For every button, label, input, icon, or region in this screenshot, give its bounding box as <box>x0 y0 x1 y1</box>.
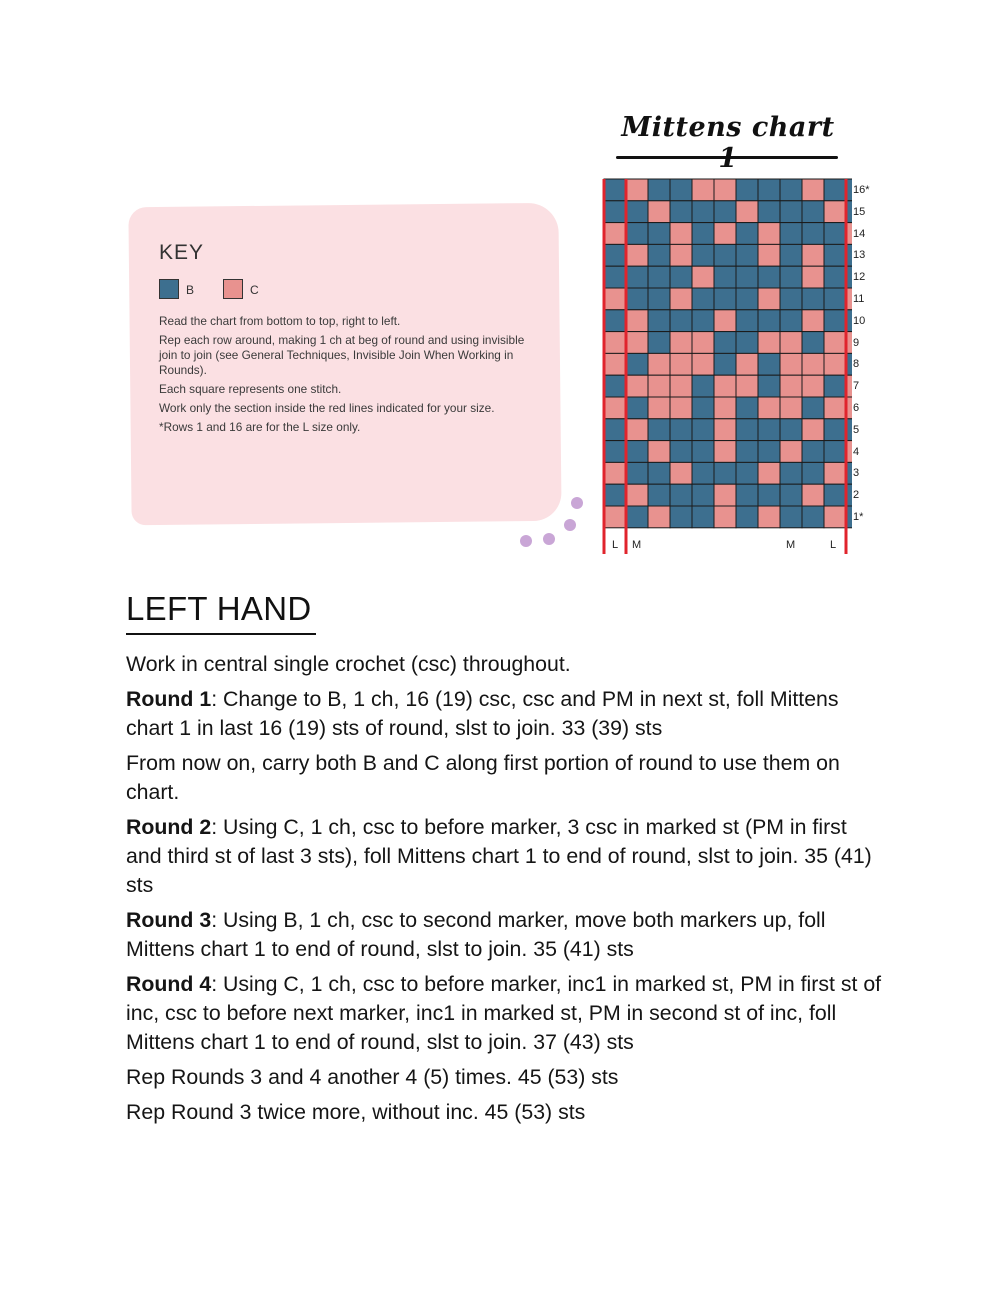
chart-cell <box>670 484 692 506</box>
chart-cell <box>802 288 824 310</box>
chart-cell <box>692 223 714 245</box>
col-label-l-right: L <box>830 539 837 551</box>
chart-cell <box>758 179 780 201</box>
chart-cell <box>604 179 626 201</box>
chart-cell <box>648 506 670 528</box>
chart-cell <box>758 353 780 375</box>
chart-cell <box>714 353 736 375</box>
chart-cell <box>604 353 626 375</box>
chart-cell <box>824 332 846 354</box>
chart-cell <box>824 441 846 463</box>
chart-cell <box>758 397 780 419</box>
chart-cell <box>626 397 648 419</box>
chart-cell <box>780 462 802 484</box>
row-number: 4 <box>853 445 860 458</box>
chart-cell <box>626 353 648 375</box>
chart-cell <box>780 332 802 354</box>
chart-cell <box>714 266 736 288</box>
chart-cell <box>780 244 802 266</box>
decorative-dot <box>564 519 576 531</box>
chart-cell <box>780 223 802 245</box>
chart-cell <box>670 506 692 528</box>
chart-cell <box>824 310 846 332</box>
chart-cell <box>648 288 670 310</box>
chart-cell <box>626 201 648 223</box>
row-number: 13 <box>853 249 866 262</box>
round-4 <box>126 970 886 1057</box>
swatch-b <box>159 279 179 299</box>
chart-title-underline <box>616 156 838 159</box>
chart-cell <box>670 288 692 310</box>
chart-cell <box>802 441 824 463</box>
chart-cell <box>714 441 736 463</box>
chart-cell <box>802 332 824 354</box>
row-number: 8 <box>853 358 860 371</box>
chart-cell <box>736 201 758 223</box>
chart-cell <box>736 310 758 332</box>
chart-cell <box>824 484 846 506</box>
chart-cell <box>780 397 802 419</box>
chart-cell <box>626 506 648 528</box>
chart-cell <box>626 244 648 266</box>
chart-cell <box>736 462 758 484</box>
chart-cell <box>714 375 736 397</box>
section-title: LEFT HAND <box>126 590 312 627</box>
chart-cell <box>670 332 692 354</box>
chart-grid <box>600 176 852 554</box>
chart-cell <box>758 288 780 310</box>
chart-cell <box>648 353 670 375</box>
chart-cell <box>714 484 736 506</box>
chart-cell <box>736 375 758 397</box>
chart-cell <box>648 310 670 332</box>
chart-cell <box>736 288 758 310</box>
chart-cell <box>604 462 626 484</box>
chart-cell <box>670 375 692 397</box>
chart-cell <box>780 266 802 288</box>
chart-cell <box>758 419 780 441</box>
chart-cell <box>824 201 846 223</box>
swatch-b-label: B <box>186 283 195 297</box>
chart-cell <box>692 441 714 463</box>
chart-cell <box>626 179 648 201</box>
chart-cell <box>692 353 714 375</box>
chart-cell <box>714 397 736 419</box>
chart-cell <box>692 397 714 419</box>
chart-cell <box>802 397 824 419</box>
repeat-text: Rep Rounds 3 and 4 another 4 (5) times. 45 (53) sts <box>126 1065 619 1089</box>
chart-cell <box>604 266 626 288</box>
round-2 <box>126 813 886 900</box>
chart-cell <box>780 201 802 223</box>
chart-cell <box>670 310 692 332</box>
chart-cell <box>758 462 780 484</box>
chart-cell <box>714 179 736 201</box>
chart-cell <box>604 397 626 419</box>
chart-cell <box>714 288 736 310</box>
chart-cell <box>604 201 626 223</box>
chart-cell <box>670 462 692 484</box>
chart-cell <box>692 332 714 354</box>
key-notes <box>159 314 531 439</box>
chart-cell <box>714 201 736 223</box>
chart-cell <box>758 506 780 528</box>
round-text: : Using B, 1 ch, csc to second marker, move both markers up, foll Mittens chart 1 to end of round, slst to join. 35 (41) sts <box>126 908 826 961</box>
chart-cell <box>802 201 824 223</box>
chart-cell <box>824 397 846 419</box>
chart-cell <box>670 201 692 223</box>
chart-cell <box>802 484 824 506</box>
chart-cell <box>648 223 670 245</box>
row-number: 1* <box>853 511 864 523</box>
chart-cell <box>714 223 736 245</box>
chart-cell <box>802 310 824 332</box>
chart-cell <box>604 288 626 310</box>
chart-cell <box>604 310 626 332</box>
chart-cell <box>626 288 648 310</box>
chart-cell <box>670 353 692 375</box>
col-label-m-left: M <box>632 539 642 551</box>
chart-cell <box>692 244 714 266</box>
chart-cell <box>780 310 802 332</box>
chart-cell <box>736 179 758 201</box>
carry-text: From now on, carry both B and C along first portion of round to use them on chart. <box>126 751 840 804</box>
chart-cell <box>758 201 780 223</box>
chart-cell <box>692 506 714 528</box>
chart-cell <box>824 288 846 310</box>
chart-cell <box>648 244 670 266</box>
key-title: KEY <box>159 241 205 264</box>
chart-cell <box>626 441 648 463</box>
chart-cell <box>692 462 714 484</box>
chart-cell <box>714 506 736 528</box>
round-label: Round 2 <box>126 815 212 839</box>
row-number: 15 <box>853 205 866 218</box>
chart-cell <box>758 244 780 266</box>
key-note: Read the chart from bottom to top, right to left. <box>159 314 401 328</box>
row-number: 12 <box>853 271 866 284</box>
chart-cell <box>780 179 802 201</box>
round-text: : Change to B, 1 ch, 16 (19) csc, csc and PM in next st, foll Mittens chart 1 in last 16 (19) sts of round, slst to join. 33 (39) sts <box>126 687 839 740</box>
chart-cell <box>736 397 758 419</box>
row-number: 11 <box>853 293 865 305</box>
repeat-text: Rep Round 3 twice more, without inc. 45 (53) sts <box>126 1100 586 1124</box>
chart-cell <box>604 506 626 528</box>
chart-cell <box>648 266 670 288</box>
chart-cell <box>604 223 626 245</box>
row-number: 10 <box>853 314 866 327</box>
chart-cell <box>648 397 670 419</box>
row-number: 16* <box>853 184 870 196</box>
chart-cell <box>736 223 758 245</box>
chart-cell <box>714 419 736 441</box>
decorative-dot <box>520 535 532 547</box>
chart-cell <box>670 441 692 463</box>
chart-cell <box>758 266 780 288</box>
chart-cell <box>802 244 824 266</box>
chart-cell <box>736 484 758 506</box>
chart-cell <box>736 506 758 528</box>
chart-cell <box>802 419 824 441</box>
chart-cell <box>604 244 626 266</box>
round-label: Round 3 <box>126 908 212 932</box>
chart-cell <box>626 223 648 245</box>
chart-cell <box>780 506 802 528</box>
chart-cell <box>802 462 824 484</box>
chart-cell <box>824 375 846 397</box>
chart-cell <box>648 179 670 201</box>
chart-cell <box>802 506 824 528</box>
chart-cell <box>626 375 648 397</box>
chart-cell <box>626 462 648 484</box>
chart-cell <box>626 332 648 354</box>
chart-cell <box>670 179 692 201</box>
chart-cell <box>626 266 648 288</box>
chart-cell <box>736 332 758 354</box>
chart-cell <box>758 310 780 332</box>
chart-cell <box>692 484 714 506</box>
chart-cell <box>824 266 846 288</box>
chart-cell <box>626 484 648 506</box>
decorative-dot <box>571 497 583 509</box>
chart-cell <box>604 484 626 506</box>
chart-cell <box>824 462 846 484</box>
row-number: 2 <box>853 489 860 502</box>
chart-cell <box>736 419 758 441</box>
pattern-instructions <box>126 650 886 1133</box>
chart-cell <box>648 484 670 506</box>
chart-cell <box>692 310 714 332</box>
chart-cell <box>802 223 824 245</box>
col-label-m-right: M <box>786 539 796 551</box>
chart-cell <box>780 419 802 441</box>
chart-cell <box>824 223 846 245</box>
chart-cell <box>626 419 648 441</box>
chart-cell <box>714 462 736 484</box>
chart-cell <box>604 375 626 397</box>
chart-cell <box>824 353 846 375</box>
chart-cell <box>780 484 802 506</box>
chart-cell <box>648 201 670 223</box>
section-title-underline <box>126 633 316 635</box>
chart-cell <box>780 288 802 310</box>
chart-title: Mittens chart <box>621 112 835 143</box>
chart-cell <box>802 375 824 397</box>
key-note: *Rows 1 and 16 are for the L size only. <box>159 420 361 434</box>
row-number: 6 <box>853 402 860 414</box>
round-3 <box>126 906 886 964</box>
chart-cell <box>736 441 758 463</box>
row-number: 14 <box>853 227 866 240</box>
chart-cell <box>604 332 626 354</box>
chart-cell <box>758 223 780 245</box>
row-number: 3 <box>853 467 860 480</box>
chart-cell <box>648 462 670 484</box>
chart-cell <box>648 332 670 354</box>
chart-cell <box>670 223 692 245</box>
chart-cell <box>692 201 714 223</box>
chart-cell <box>604 419 626 441</box>
chart-cell <box>648 419 670 441</box>
round-1 <box>126 685 886 743</box>
chart-cell <box>780 375 802 397</box>
col-label-l-left: L <box>612 539 619 551</box>
row-number: 7 <box>853 380 860 393</box>
row-number: 5 <box>853 423 860 436</box>
chart-cell <box>670 266 692 288</box>
chart-cell <box>670 244 692 266</box>
chart-cell <box>802 266 824 288</box>
round-text: : Using C, 1 ch, csc to before marker, 3 csc in marked st (PM in first and third st of last 3 sts), foll Mittens chart 1 to end of round, slst to join. 35 (41) sts <box>126 815 872 897</box>
chart-cell <box>714 332 736 354</box>
chart-cell <box>692 266 714 288</box>
chart-cell <box>604 441 626 463</box>
chart-cell <box>758 375 780 397</box>
key-note: Rep each row around, making 1 ch at beg of round and using invisible join to join (see General Techniques, Invisible Join When Working in Rounds). <box>159 333 525 377</box>
chart-cell <box>714 310 736 332</box>
chart-cell <box>758 332 780 354</box>
row-number: 9 <box>853 336 860 349</box>
chart-cell <box>780 353 802 375</box>
chart-cell <box>670 419 692 441</box>
round-text: : Using C, 1 ch, csc to before marker, inc1 in marked st, PM in first st of inc, csc to before next marker, inc1 in marked st, PM in second st of inc, foll Mittens chart 1 to end of round, slst to join. 37 (43) sts <box>126 972 882 1054</box>
chart-cell <box>692 179 714 201</box>
chart-cell <box>736 266 758 288</box>
chart-cell <box>758 441 780 463</box>
chart-cell <box>736 244 758 266</box>
chart-cell <box>648 441 670 463</box>
chart-cell <box>626 310 648 332</box>
chart-cell <box>824 506 846 528</box>
chart-cell <box>824 244 846 266</box>
chart-cell <box>802 353 824 375</box>
key-note: Each square represents one stitch. <box>159 382 342 396</box>
chart-cell <box>780 441 802 463</box>
chart-cell <box>714 244 736 266</box>
decorative-dot <box>543 533 555 545</box>
chart-cell <box>758 484 780 506</box>
chart-cell <box>736 353 758 375</box>
swatch-c-label: C <box>250 283 259 297</box>
chart-cell <box>670 397 692 419</box>
chart-cell <box>648 375 670 397</box>
swatch-c <box>223 279 243 299</box>
round-label: Round 1 <box>126 687 212 711</box>
chart-cell <box>692 419 714 441</box>
chart-cell <box>692 375 714 397</box>
intro-text: Work in central single crochet (csc) throughout. <box>126 652 571 676</box>
chart-cell <box>692 288 714 310</box>
chart-cell <box>824 179 846 201</box>
chart-cell <box>824 419 846 441</box>
key-note: Work only the section inside the red lines indicated for your size. <box>159 401 495 415</box>
chart-cell <box>802 179 824 201</box>
round-label: Round 4 <box>126 972 212 996</box>
